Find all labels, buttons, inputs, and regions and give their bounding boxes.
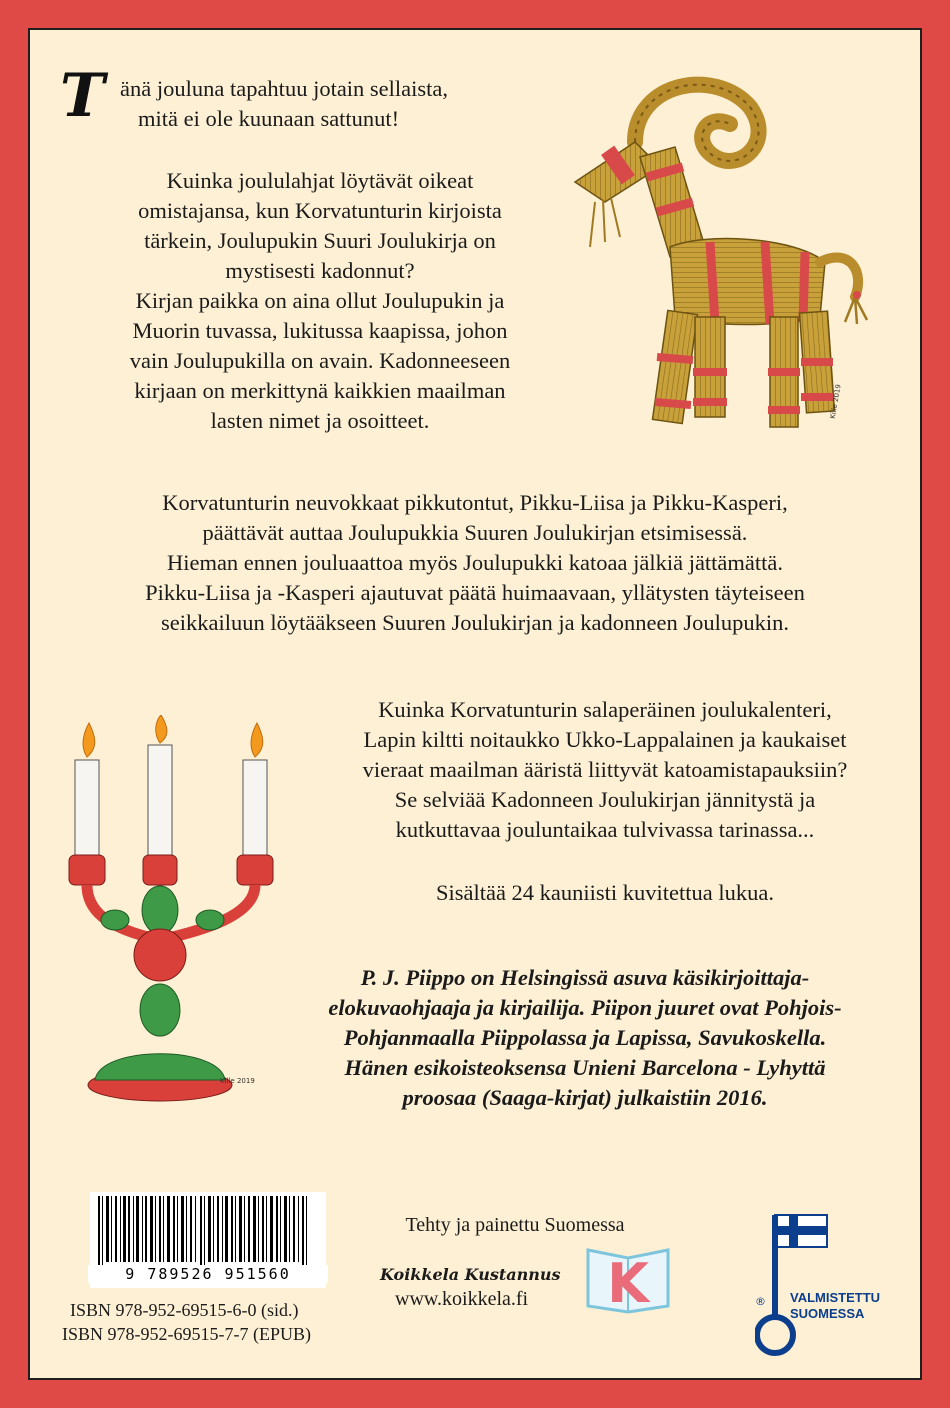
- goat-signature: Kille 2019: [828, 383, 843, 420]
- intro-text: [60, 74, 580, 134]
- finland-label-1: VALMISTETTU: [790, 1290, 881, 1305]
- straw-goat-illustration: [565, 72, 895, 432]
- publisher-logo: [583, 1240, 673, 1315]
- registered-mark: ®: [755, 1295, 766, 1308]
- candle-signature: Kille 2019: [220, 1077, 255, 1085]
- paragraph-5: Kuinka Korvatunturin salaperäinen joulukalenteri, Lapin kiltti noitaukko Ukko-Lappalainen ja kaukaiset vieraat maailman ääristä liittyvät katoamistapauksiin? Se selviää Kadonneen Joulukirjan jännitystä ja kutkuttavaa jouluntaikaa tulvivassa tarinassa...: [362, 697, 848, 842]
- publisher-website: www.koikkela.fi: [395, 1288, 529, 1310]
- isbn-epub: ISBN 978-952-69515-7-7 (EPUB): [62, 1324, 311, 1344]
- paragraph-2: Kuinka joululahjat löytävät oikeat omistajansa, kun Korvatunturin kirjoista tärkein, Joulupukin Suuri Joulukirja on mystisesti kadonnut?: [138, 168, 502, 283]
- drop-cap: T: [60, 61, 105, 131]
- paragraph-4: Korvatunturin neuvokkaat pikkutontut, Pikku-Liisa ja Pikku-Kasperi, päättävät auttaa Joulupukkia Suuren Joulukirjan etsimisessä. Hieman ennen jouluaattoa myös Joulupukki katoaa jälkiä jättämättä. Pikku-Liisa ja -Kasperi ajautuvat päätä huimaavaan, yllätysten täyteiseen seikkailuun löytääkseen Suuren Joulukirjan ja kadonneen Joulupukin.: [145, 490, 805, 635]
- made-in-finland-text: Tehty ja painettu Suomessa: [405, 1214, 625, 1236]
- barcode-number: 9 789526 951560: [88, 1265, 328, 1283]
- publisher-logo-letter: K: [607, 1252, 649, 1315]
- chapter-count: Sisältää 24 kauniisti kuvitettua lukua.: [435, 880, 775, 905]
- intro-line-1: änä jouluna tapahtuu jotain sellaista,: [120, 76, 449, 101]
- finland-label-2: SUOMESSA: [790, 1306, 865, 1321]
- paragraph-3: Kirjan paikka on aina ollut Joulupukin ja Muorin tuvassa, lukitussa kaapissa, johon vain Joulupukilla on avain. Kadonneeseen kirjaan on merkittynä kaikkien maailman lasten nimet ja osoitteet.: [129, 288, 511, 433]
- made-in-finland-icon: [755, 1210, 885, 1360]
- author-bio: P. J. Piippo on Helsingissä asuva käsikirjoittaja- elokuvaohjaaja ja kirjailija. Piipon juuret ovat Pohjois- Pohjanmaalla Piippolassa ja Lapissa, Savukoskella. Hänen esikoisteoksensa Unieni Barcelona - Lyhyttä proosaa (Saaga-kirjat) julkaistiin 2016.: [328, 965, 842, 1110]
- barcode-bars: [90, 1192, 326, 1268]
- isbn-bound: ISBN 978-952-69515-6-0 (sid.): [70, 1300, 299, 1320]
- intro-line-2: mitä ei ole kuunaan sattunut!: [138, 106, 400, 131]
- publisher-name: Koikkela Kustannus: [380, 1265, 561, 1284]
- candelabra-illustration: [55, 715, 275, 1105]
